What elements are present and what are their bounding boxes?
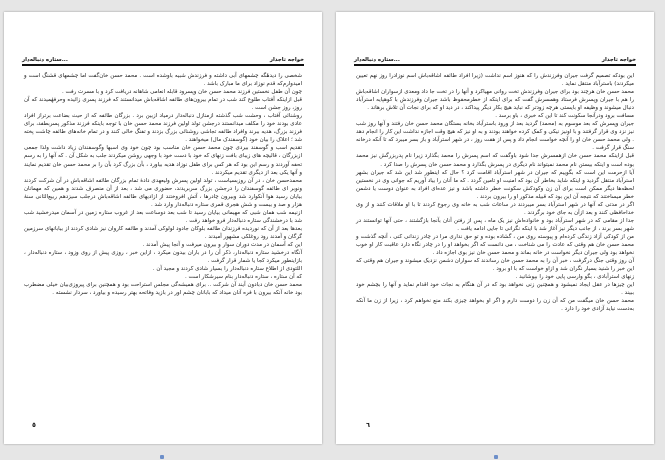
paragraph: تقدیم اسب و گوسفند بیردی چون محمد حسن خان مناسب بود چون خود وی اسبها وگوسفندان زیاد داشت ولذا جمعی ازبزرگان ، قالیچه های زیبای بافت زنهای که خود با دست خود با وجهی روشن میکردند جلب به شکل آن . که آنها را به رسم تحفه آوردند و رسم این بود که هر کس برای طفل نوزاد هدیه بیاورد ، بآن بزرگ کرد بآن را بر محمد حسن خان تقدیم نمایند و آنها یکی بعد از دیگری تقدیم میکردند . xyxy=(24,145,302,176)
paragraph: جیران وپسرش که بعد موسوم به (محمد) گردید بعد از ورود باسترآباد بخانه بستگان محمد حسن خان رفتند و آنها روز شب نیز نزد وی قرار گرفتند و با اونیز نیکی و کمک کرده خواهند بودند و به او نیز که هیچ وقت اجازه نداشت این کار را انجام دهد . ولی محمد حسن خان او را آنچه خواست انجام داد و پس از هفت روز ، در شهر استرآباد و باز بسر میبرد که تا آنکه درخانه سنگ قرار گرفت . xyxy=(356,121,634,152)
paragraph: آیا ازحرمت این است که بگوییم که جیران در شهر استرآباد اقامت کرد ؟ حال که اینطور شد این شد که جیران بشهر استرآباد منتقل گردید و اینکه شاید بخاطر آن بود که امنیت او تامین گردد . که ما آنان را بیاد آوریم که جوانی وی در نخستین لحظه‌ها دیگر ممکن است برای آن زن وکودکش سکونت خطر داشته باشد و نیز عده‌ای افراد به عنوان دوست یا دشمن خطر میساختند که نتیجه آن این بود که قبیله مذکور او را بیرون بردند . xyxy=(356,169,634,200)
paragraph: آنگاه درخشید ستاره دنباله‌دار، ذکر آن را در باران بیدون میکرد ، ازاین خبر ، روزی پیش از روی وزود ، ستاره دنباله‌دار ، بازاینطور میکرد کجا یا شمار قرار گرفت . xyxy=(24,250,302,265)
paragraph: محمد حسن خان هرچند بود برای جیران وفرزندش تخت روانی مهیاکرد و آنها را در تخت جا داد ومعدی ازسواران اشاقه‌باش را هم با جیران وپسرش فرستاد وهمسرش گفت که برای اینکه از خطرمحفوظ باشد جیران وفرزندش با کوهپایه استرآباد دنبال میشوند و وظیفه او بایستی هرچه زودتر که نباید هیچ بکار دیگر پیداکند ، در دید او که برای نجات آن تلاش برهاند . xyxy=(356,89,634,112)
paragraph: چون آن طفل نخستین فرزند محمد حسن خان وپسرود قابله انعامی شاهانه دریافت کرد و با مسرت رفت . xyxy=(62,89,302,96)
paragraph: محمد حسن خان دبادون آیند آن شرکت .. برای همیشه‌گی مجلس استراحت بود و همچنین برای پیروزی‌بیان خیلی مضطرب بود خانه آنکه بیرون با فره آنان میداد که بابانان چشم اور در بازید وفاتحه بهتر رسیده و بیاورد ، سردار نشسته . xyxy=(24,282,302,297)
page-number: ٥ xyxy=(32,421,36,429)
paragraph: آن روز وقتی جنگ درگرفت ، خبر آن را به محمد حسن خان رساندند که سواران دشمن نزدیک میشوند و جیران هم وقتی که این خبر را شنید بسیار نگران شد و ازاو خواست که با او برود . xyxy=(356,258,634,273)
page-body xyxy=(24,72,302,297)
paragraph: من از کودکی آزاد زندگی کرده‌ام و پیوسته روی من ، گشاده بوده و تو حق نداری مرا در چادر زندانی کنی ، آنچه گذشت و محمد حسن خان هم وقتی که عادت را می شناخت ، می دانست که اگر بخواهد او را در چادر نگاه دارد عاقبت کار او خوب نخواهد بود ولی جیران دیگر نخواست در خانه بماند و محمد حسن خان نیز بوی اجازه داد . xyxy=(356,233,634,257)
paragraph: که آن ستاره ، ستاره دنباله‌دار بنام سیرشکار است . xyxy=(184,274,302,281)
paragraph: محمدحسن خان ، در آن روزبسیاست ، تولد اولین پسرش ولیعهدی دادهٔ تمام بزرگان طائفه اشاقه‌باش در آن شرکت کردند ونوبر ای طائفه گوسفندان را درجشن بزرگ سربریدند، حضوری می‌ شد ، بعد از آن منصرف شدند و همین که مهمانان بیایان رسید هوا آنکوارد شد وبیرون چادرها ، آتش افروختند از ازادیهای طائفه اشاقه‌باش درجلب سیزدهم ربیع‌الثانی سنهٔ هزار و صد و بیست و شش هجری قمری ستاره دنباله‌دار وارد شد . xyxy=(24,177,302,208)
paragraph: اگر در مدتی که آنها در شهر استرآباد بسر میبردند در ساعات شب به خانه وی رجوع کردند تا با او ملاقات کنند و از وی خداحافظی کنند و بعد ازآن به جای خود برگردند . xyxy=(356,201,634,216)
page-number: ٦ xyxy=(366,421,370,429)
paragraph: بعدها بعد از آن که نوردیده فرزندان طائفه بلوکان جادود لولوکی آمدند و طائفه کاروان نیز شادی کردند از بیابانهای سرزمین گرگان و آمدند رود روغلکی مشهور آمیدند . xyxy=(24,225,302,240)
header-book-title: ستاره دنباله‌دار... xyxy=(354,57,400,63)
paragraph: این بودکه تصمیم گرفت جیران وفرزندش را که هنوز اسم نداشت (زیرا افراد طائفه اشاقه‌باش اسم نوزادرا روز نهم تعیین میکردند) باسترآباد منتقل نماید . xyxy=(356,73,634,88)
paragraph: قبل ازاینکه آفتاب طلوع کند شب در تمام بیرون‌های طائفه اشاقه‌باش میدانستند که فرزند پسری زائیده وحرفهٔمیدند که آن روز، روز جشن است . xyxy=(24,97,302,112)
paragraph: جدا از مقامی که در شهر استرآباد بود و خانواده‌اش نیز یک ماه ، پس از رفتن آنان بآنجا بازگشتند ، حتی آنها توانستند در شهر بسر برند ، از جانب دیگر نیز آغاز شد با اینکه نگرانی تا جایی ادامه یافت . xyxy=(356,217,634,232)
header-book-title: ستاره دنباله‌دار... xyxy=(22,57,68,63)
page-body xyxy=(356,72,634,313)
page-marker-icon[interactable] xyxy=(494,455,498,459)
running-header xyxy=(354,52,636,66)
paragraph: مسافت برود ودرآنجا سکونت کند تا این که خبری ، باو برسد . xyxy=(495,113,634,120)
paragraph: روشنائی آفتاب ، وحشت شب گذشته ازمنازل دنباله‌دار درمیاد ازبین برد . بزرگان طائفه که از حیث بضاعت برتراز افراد عادی بودند خود را مکلف میدانستند درجشن تولد اولین فرزند محمد حسن خان با توجه باینکه فرزند مذکور پسربطفد، برای فرزند بزرگ، هدیه ببرند وافراد طائفه تجاشی روشنائی بزرگ بزدند و تفنگ خالی کنند و در تمام خانه‌های طائفه چاشت پخته شد ؛ اعلاک را بیان خود (گوسفندک مال) میخواهند . xyxy=(24,113,302,144)
paragraph: این که آسمان در مدت دوران سوار و بیرون میرفت و آنجا پیش آمدند . xyxy=(142,241,302,248)
header-publisher: خواجه تاجدار xyxy=(601,57,636,63)
page-left xyxy=(4,12,322,444)
paragraph: شخصی را دیدهٔگه چشمهای آبی داشته و فرزندش شبیه باوشده است . محمد حسن خان‌گفت اما چشمهای قشنگ است و امیدوارم‌که قدم نوزاد برای ما مبارک باشد . xyxy=(24,73,302,88)
paragraph: ازنیمه شب همان شبی که مهیمانی بیایان رسید تا شب بعد دوساعت بعد از غروب ستاره زمین در آسمان میدرخشید شب شد با درخشندگی ستاره دنباله‌دار فرو خواهد رفت . xyxy=(24,209,302,224)
paragraph: قبل ازاینکه محمد حسن خان ازهمسرش جدا شود باوگفت که اسم پسرش را محمد بگذارد زیرا نام پدربزرگش نیز محمد بوده است و اینکه بیستن نام محمد نمیتواند نام دیگری در پسرش بگذارد و محمد حسن خان پسرش را صدا کرد . xyxy=(356,153,634,168)
paragraph: اللتودی از اطلاع ستاره دنباله‌دار را بسیار شادی کردند و مجید آن . xyxy=(152,266,302,273)
paragraph: این چیزها در عقل ایجاد نمیشود و همچنین زنی نخواهد بود که در آن هنگام به نجات خود اقدام نماید و آنها را بچشم خود ببیند . xyxy=(356,282,634,297)
page-right xyxy=(336,12,654,444)
page-marker-icon[interactable] xyxy=(160,455,164,459)
running-header xyxy=(22,52,304,66)
header-publisher: خواجه تاجدار xyxy=(269,57,304,63)
paragraph: محمد حسن خان میگفت من که آن زن را دوست دارم و اگر او بخواهد چیزی بکند منع نخواهم کرد ، زیرا از زن ما آنکه به‌دست نیاید آزادی خود را دارد . xyxy=(356,298,634,313)
paragraph: زنهای استرآبادی ، بگو وارسی پایی خود را بپوشانید . xyxy=(515,274,634,281)
